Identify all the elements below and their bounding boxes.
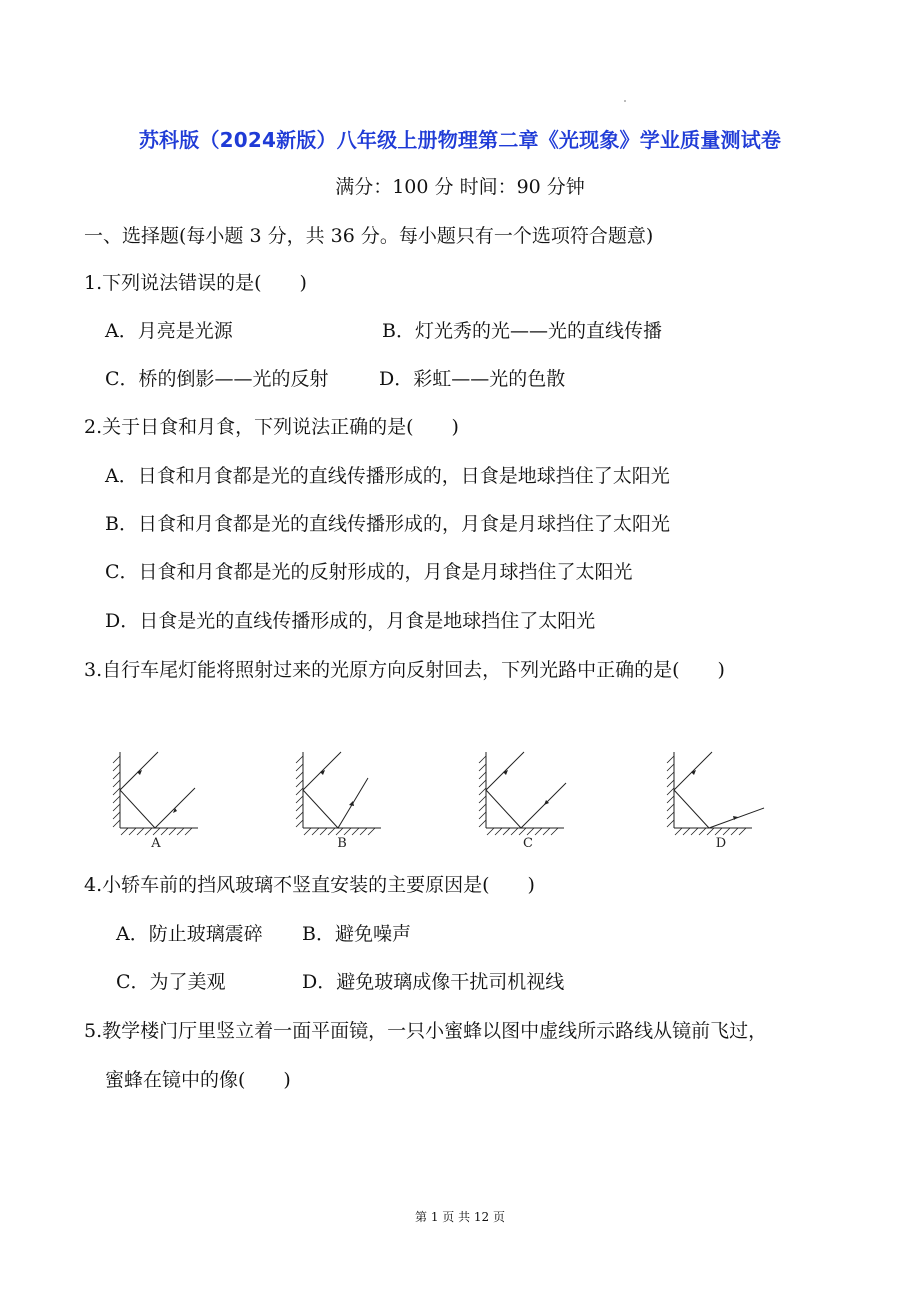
question-1-option-c: C．桥的倒影——光的反射 [105, 368, 329, 390]
question-1-option-d: D．彩虹——光的色散 [379, 368, 566, 390]
question-2-option-b: B．日食和月食都是光的直线传播形成的，月食是月球挡住了太阳光 [105, 513, 670, 535]
light-path-figure-a [110, 748, 210, 834]
scan-speck [624, 100, 626, 102]
question-4-option-c: C．为了美观 [116, 971, 226, 993]
light-path-figure-c [476, 748, 576, 834]
exam-title: 苏科版（2024新版）八年级上册物理第二章《光现象》学业质量测试卷 [138, 128, 782, 152]
figure-label-a: A [151, 836, 161, 851]
figure-label-d: D [715, 836, 727, 851]
section-heading: 一、选择题(每小题 3 分，共 36 分。每小题只有一个选项符合题意) [84, 225, 654, 247]
question-1-stem: 1.下列说法错误的是( ) [84, 272, 307, 294]
question-2-option-a: A．日食和月食都是光的直线传播形成的，日食是地球挡住了太阳光 [105, 465, 670, 487]
question-2-option-d: D．日食是光的直线传播形成的，月食是地球挡住了太阳光 [105, 610, 596, 632]
question-2-stem: 2.关于日食和月食，下列说法正确的是( ) [84, 416, 459, 438]
page-footer: 第 1 页 共 12 页 [415, 1210, 505, 1224]
question-3-stem: 3.自行车尾灯能将照射过来的光原方向反射回去，下列光路中正确的是( ) [84, 659, 725, 681]
exam-subtitle: 满分：100 分 时间：90 分钟 [335, 176, 585, 198]
figure-label-b: B [337, 836, 347, 851]
question-4-option-d: D．避免玻璃成像干扰司机视线 [302, 971, 565, 993]
question-1-option-a: A．月亮是光源 [105, 320, 233, 342]
question-4-option-a: A．防止玻璃震碎 [116, 923, 263, 945]
question-1-option-b: B．灯光秀的光——光的直线传播 [382, 320, 662, 342]
light-path-figure-d [664, 748, 774, 834]
question-4-option-b: B．避免噪声 [302, 923, 411, 945]
question-5-stem: 5.教学楼门厅里竖立着一面平面镜，一只小蜜蜂以图中虚线所示路线从镜前飞过， [84, 1020, 768, 1042]
question-2-option-c: C．日食和月食都是光的反射形成的，月食是月球挡住了太阳光 [105, 561, 633, 583]
light-path-figure-b [293, 748, 393, 834]
question-5-stem-continued: 蜜蜂在镜中的像( ) [105, 1069, 291, 1091]
question-4-stem: 4.小轿车前的挡风玻璃不竖直安装的主要原因是( ) [84, 874, 535, 896]
figure-label-c: C [523, 836, 533, 851]
